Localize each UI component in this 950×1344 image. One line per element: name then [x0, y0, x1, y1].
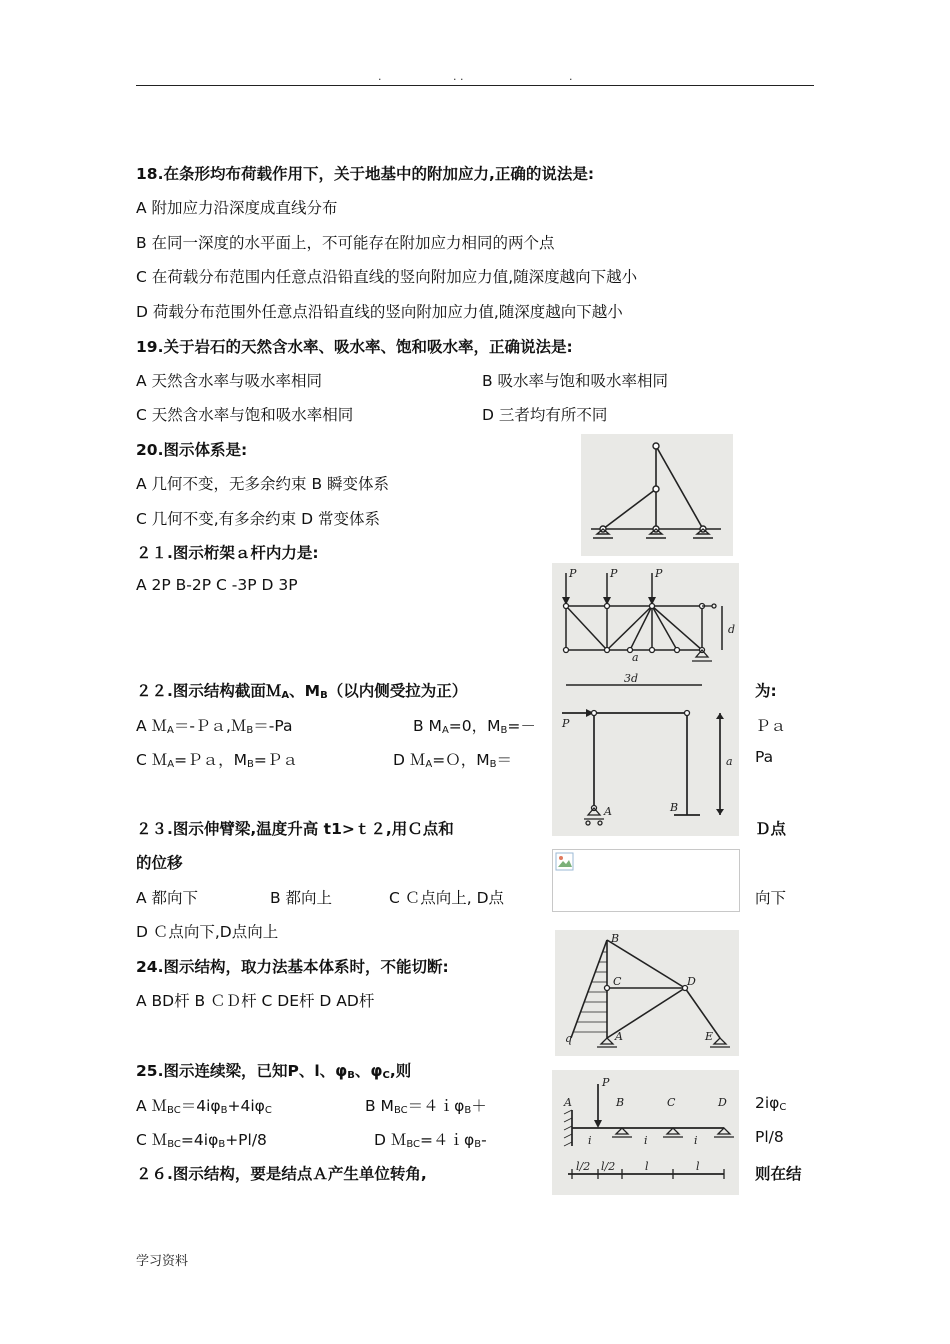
q22-stem-tail: 为:: [755, 682, 777, 700]
q21-height-label: d: [728, 623, 736, 636]
q22-option-d-tail: Pa: [755, 748, 774, 766]
q23-stem-line2: 的位移: [136, 854, 183, 872]
q20-options-cd: C 几何不变,有多余约束 D 常变体系: [136, 510, 380, 528]
q25-node-c-label: C: [667, 1096, 676, 1109]
q22-frame-figure: [552, 703, 739, 836]
q22-option-d: D Ｍ$_A$=Ｏ，$M_B=$: [393, 751, 512, 770]
q23-option-c-tail: 向下: [755, 889, 787, 907]
q24-load-label: q: [565, 1032, 573, 1045]
q25-length-label: l/2: [601, 1160, 616, 1173]
q25-option-c: C $M_{BC}=4i\varphi_B+Pl/8$: [136, 1131, 267, 1150]
q21-load-label: P: [610, 567, 618, 580]
question-20-stem: 20.图示体系是:: [136, 441, 248, 459]
q23-option-d: D Ｃ点向下,D点向上: [136, 923, 279, 941]
q25-load-label: P: [602, 1076, 610, 1089]
q25-option-b: B $M_{BC}=4i\varphi_B+$: [365, 1097, 487, 1116]
question-21-stem: ２１.图示桁架ａ杆内力是:: [136, 544, 319, 562]
q24-node-c-label: C: [613, 975, 622, 988]
q18-option-c: C 在荷载分布范围内任意点沿铅直线的竖向附加应力值,随深度越向下越小: [136, 268, 638, 286]
q25-stiffness-label: i: [644, 1134, 648, 1147]
q22-point-b-label: B: [670, 801, 679, 814]
q20-options-ab: A 几何不变，无多余约束 B 瞬变体系: [136, 475, 390, 493]
question-25-stem: 25.图示连续梁，已知P、l、$\varphi_B$、$\varphi_C$,则: [136, 1062, 412, 1081]
q24-node-a-label: A: [615, 1030, 623, 1043]
q18-option-d: D 荷载分布范围外任意点沿铅直线的竖向附加应力值,随深度越向下越小: [136, 303, 623, 321]
question-26-stem: ２６.图示结构，要是结点Ａ产生单位转角,: [136, 1165, 427, 1183]
question-18-stem: 18.在条形均布荷载作用下，关于地基中的附加应力,正确的说法是:: [136, 165, 595, 183]
q24-node-e-label: E: [705, 1030, 714, 1043]
header-dot: .: [378, 70, 382, 83]
footer-text: 学习资料: [136, 1254, 189, 1269]
q25-option-d: D Ｍ$_{BC}$=４ｉφ$_B$-: [374, 1131, 487, 1150]
q23-option-b: B 都向上: [270, 889, 333, 907]
q26-stem-tail: 则在结: [755, 1165, 802, 1183]
question-23-stem: ２３.图示伸臂梁,温度升高 t1>ｔ２,用Ｃ点和: [136, 820, 454, 838]
q24-options: A BD杆 B ＣＤ杆 C DE杆 D AD杆: [136, 992, 375, 1010]
q25-option-d-tail: Pl/8: [755, 1128, 784, 1146]
q20-structure-figure: [581, 434, 733, 556]
q19-option-a: A 天然含水率与吸水率相同: [136, 372, 323, 390]
header-dot: .: [569, 70, 573, 83]
q21-span-label: 3d: [624, 672, 639, 685]
q23-option-a: A 都向下: [136, 889, 199, 907]
q25-length-label: l: [645, 1160, 649, 1173]
q21-member-label: a: [632, 651, 639, 664]
q25-stiffness-label: i: [694, 1134, 698, 1147]
q21-truss-figure: [552, 563, 739, 703]
q22-option-b: B $M_A=0$，$M_B=-$: [413, 717, 536, 736]
q24-node-d-label: D: [687, 975, 696, 988]
q23-stem-tail: Ｄ点: [755, 820, 787, 838]
q21-options: A 2P B-2P C -3P D 3P: [136, 576, 298, 594]
question-19-stem: 19.关于岩石的天然含水率、吸水率、饱和吸水率，正确说法是:: [136, 338, 573, 356]
q23-broken-image-placeholder: [552, 849, 740, 912]
q19-option-b: B 吸水率与饱和吸水率相同: [482, 372, 669, 390]
q25-length-label: l: [696, 1160, 700, 1173]
q25-length-label: l/2: [576, 1160, 591, 1173]
q22-point-a-label: A: [604, 805, 612, 818]
q22-load-label: P: [562, 717, 570, 730]
q21-load-label: P: [569, 567, 577, 580]
q25-option-b-tail: $2i\varphi_C$: [755, 1094, 787, 1113]
q22-option-c: C Ｍ$_A$=Ｐａ，$M_B=Pa$: [136, 751, 298, 770]
q22-option-b-tail: Ｐａ: [755, 717, 787, 735]
q25-beam-figure: [552, 1070, 739, 1195]
q21-load-label: P: [655, 567, 663, 580]
question-22-stem: ２２.图示结构截面Ｍ$_A$、$M_B$（以内侧受拉为正）: [136, 682, 468, 701]
header-dot: . .: [453, 70, 464, 83]
q23-option-c: C Ｃ点向上, D点: [389, 889, 505, 907]
question-24-stem: 24.图示结构，取力法基本体系时，不能切断:: [136, 958, 449, 976]
q24-structure-figure: [555, 930, 739, 1056]
q18-option-b: B 在同一深度的水平面上，不可能存在附加应力相同的两个点: [136, 234, 555, 252]
q19-option-d: D 三者均有所不同: [482, 406, 608, 424]
header-rule: [136, 85, 814, 86]
q22-height-label: a: [726, 755, 733, 768]
q18-option-a: A 附加应力沿深度成直线分布: [136, 199, 338, 217]
q24-node-b-label: B: [611, 932, 620, 945]
q19-option-c: C 天然含水率与饱和吸水率相同: [136, 406, 354, 424]
q25-node-b-label: B: [616, 1096, 625, 1109]
q25-node-d-label: D: [718, 1096, 727, 1109]
q25-node-a-label: A: [564, 1096, 572, 1109]
q25-option-a: A $M_{BC}=4i\varphi_B+4i\varphi_C$: [136, 1097, 272, 1116]
q22-option-a: A Ｍ$_A$＝-Ｐａ,Ｍ$_B$＝-Pa: [136, 717, 293, 736]
broken-image-icon: [555, 852, 575, 872]
q25-stiffness-label: i: [588, 1134, 592, 1147]
